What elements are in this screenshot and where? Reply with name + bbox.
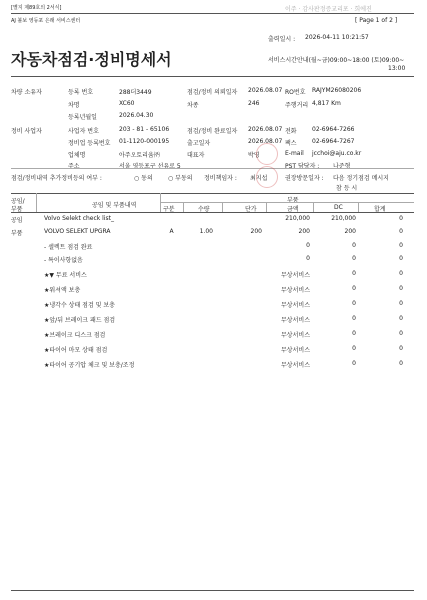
cell-name: ★타이어 마모 상태 점검: [44, 347, 108, 354]
out-date: 2026.08.07: [248, 138, 283, 145]
company: 아주오토리움㈜: [119, 152, 160, 159]
th-parts: 부품: [287, 197, 299, 204]
cell-name: - 셀렉트 점검 완료: [44, 244, 93, 251]
page-title: 자동차점검·정비명세서: [11, 50, 172, 69]
cell-name: VOLVO SELEKT UPGRA: [44, 228, 111, 235]
table-top-border: [11, 193, 414, 194]
cell-dc: 210,000: [331, 215, 356, 222]
opt-same[interactable]: [134, 173, 153, 182]
th-type: 공임/: [11, 198, 25, 205]
email: jcchoi@aju.co.kr: [312, 150, 362, 157]
type-label: 차종: [187, 102, 199, 109]
opt-same-label: 동의: [141, 175, 153, 182]
th-unit: 단가: [245, 206, 257, 213]
print-label: 출력일시 :: [268, 36, 296, 43]
page-indicator: [ Page 1 of 2 ]: [355, 17, 398, 24]
divider: [11, 76, 414, 77]
cell-dc: 200: [344, 228, 356, 235]
col-sep: [36, 193, 37, 212]
radio-icon: ○: [168, 175, 174, 182]
done-date: 2026.08.07: [248, 126, 283, 133]
email-label: E-mail: [285, 150, 304, 157]
cell-dc: 0: [352, 345, 356, 352]
watermark: 이주 · 감사판정증교리포 · 희에진: [285, 6, 372, 13]
cell-dc: 0: [352, 242, 356, 249]
ceo-label: 대표자: [187, 152, 205, 159]
done-date-label: 점검/정비 완료일자: [187, 128, 238, 135]
next-visit-2: 참 등 시: [336, 185, 358, 192]
cell-unit: 200: [250, 228, 262, 235]
cell-total: 0: [399, 330, 403, 337]
business-label: 정비 사업자: [11, 128, 42, 135]
reg-no-label: 등록 번호: [68, 89, 94, 96]
col-sep: [266, 202, 267, 212]
cell-name: Volvo Selekt check list_: [44, 215, 114, 222]
cell-name: ★앞/뒤 브레이크 패드 점검: [44, 317, 116, 324]
table-bottom-border: [11, 590, 414, 591]
cell-total: 0: [399, 360, 403, 367]
col-sep: [313, 202, 314, 212]
table-header-border: [11, 212, 414, 213]
cell-name: ★냉각수 상태 점검 및 보충: [44, 302, 115, 309]
biz-no: 203 - 81 - 65106: [119, 126, 170, 133]
cell-amount: 무상서비스: [281, 272, 310, 279]
biz-no-label: 사업자 번호: [68, 128, 99, 135]
mileage: 4,817 Km: [312, 100, 341, 107]
divider: [11, 168, 414, 169]
th-total: 합계: [374, 206, 386, 213]
mileage-label: 주행거리: [285, 102, 309, 109]
tel-label: 전화: [285, 128, 297, 135]
cell-dc: 0: [352, 300, 356, 307]
cell-type: 공임: [11, 217, 23, 224]
th-div: 구분: [163, 206, 175, 213]
cell-amount: 0: [306, 255, 310, 262]
cell-dc: 0: [352, 315, 356, 322]
reg-no: 288더3449: [119, 89, 152, 96]
ro-number: RAJYM26080206: [312, 87, 362, 94]
th-name: 공임 및 부품내역: [92, 202, 137, 209]
cell-total: 0: [399, 285, 403, 292]
cell-amount: 무상서비스: [281, 287, 310, 294]
cell-total: 0: [399, 300, 403, 307]
cell-name: ★▼ 무료 서비스: [44, 272, 87, 279]
cell-name: ★타이어 공기압 체크 및 보충/조정: [44, 362, 135, 369]
col-sep: [183, 202, 184, 212]
cell-dc: 0: [352, 360, 356, 367]
cell-amount: 무상서비스: [281, 317, 310, 324]
fax-label: 팩스: [285, 140, 297, 147]
opt-diff[interactable]: [168, 173, 193, 182]
cell-div: A: [169, 228, 174, 235]
th-dc: DC: [334, 204, 343, 211]
th-qty: 수량: [198, 206, 210, 213]
req-date-label: 점검/정비 의뢰일자: [187, 89, 238, 96]
cell-total: 0: [399, 255, 403, 262]
opt-diff-label: 부동의: [175, 175, 193, 182]
th-type-2: 부품: [11, 206, 23, 213]
mreg: 01-1120-000195: [119, 138, 170, 145]
cell-total: 0: [399, 270, 403, 277]
address: 서울 영등포구 선유로 5: [119, 163, 181, 170]
next-visit: 다음 정기점검 메시지: [333, 175, 389, 182]
mechanic: 최지섭: [250, 175, 268, 182]
col-sep: [222, 202, 223, 212]
cell-amount: 무상서비스: [281, 332, 310, 339]
col-sep: [358, 202, 359, 212]
pst-label: PST 담당자 :: [285, 163, 320, 170]
mreg-label: 정비업 등록번호: [68, 140, 111, 147]
cell-amount: 무상서비스: [281, 347, 310, 354]
cell-amount: 0: [306, 242, 310, 249]
cell-dc: 0: [352, 270, 356, 277]
req-date: 2026.08.07: [248, 87, 283, 94]
first-reg-label: 등록년월일: [68, 114, 97, 121]
tel: 02-6964-7266: [312, 126, 355, 133]
cell-name: ★브레이크 디스크 점검: [44, 332, 106, 339]
cell-total: 0: [399, 315, 403, 322]
cell-total: 0: [399, 215, 403, 222]
cell-type: 부품: [11, 230, 23, 237]
cell-total: 0: [399, 228, 403, 235]
pst-name: 나준형: [333, 163, 351, 170]
first-reg: 2026.04.30: [119, 112, 154, 119]
type: 246: [248, 100, 260, 107]
cell-dc: 0: [352, 255, 356, 262]
cell-qty: 1.00: [199, 228, 213, 235]
cell-total: 0: [399, 242, 403, 249]
out-date-label: 출고일자: [187, 140, 211, 147]
cell-dc: 0: [352, 330, 356, 337]
model: XC60: [119, 100, 135, 107]
owner-label: 차량 소유자: [11, 89, 42, 96]
extra-label: 점검/정비내역 추가정비등의 여부 :: [11, 175, 102, 182]
cell-dc: 0: [352, 285, 356, 292]
cell-amount: 210,000: [285, 215, 310, 222]
cell-total: 0: [399, 345, 403, 352]
model-label: 차명: [68, 102, 80, 109]
center-name: AJ 볼보 영등포 은래 서비스센터: [11, 18, 81, 24]
cell-name: - 특이사항없음: [44, 257, 83, 264]
company-label: 업체명: [68, 152, 86, 159]
divider: [11, 13, 414, 14]
print-date: 2026-04-11 10:21:57: [305, 34, 369, 41]
form-label: [별지 제89호의 2서식]: [11, 5, 62, 11]
next-label: 권장방문일자 :: [285, 175, 324, 182]
cell-amount: 무상서비스: [281, 302, 310, 309]
addr-label: 주소: [68, 163, 80, 170]
radio-icon: ○: [134, 175, 140, 182]
service-hours: 서비스시간안내(월~금)09:00~18:00 (토)09:00~: [268, 57, 405, 64]
cell-name: ★워셔액 보충: [44, 287, 81, 294]
mechanic-seal: [256, 166, 278, 188]
cell-amount: 무상서비스: [281, 362, 310, 369]
mechanic-label: 정비책임자 :: [204, 175, 237, 182]
col-sep: [160, 193, 161, 212]
ceo: 박영: [248, 152, 260, 159]
fax: 02-6964-7267: [312, 138, 355, 145]
divider: [160, 202, 414, 203]
cell-amount: 200: [298, 228, 310, 235]
company-seal: [256, 143, 278, 165]
ro-label: RO번호: [285, 89, 306, 96]
service-hours-2: 13:00: [388, 65, 406, 72]
th-amount: 금액: [287, 206, 299, 213]
